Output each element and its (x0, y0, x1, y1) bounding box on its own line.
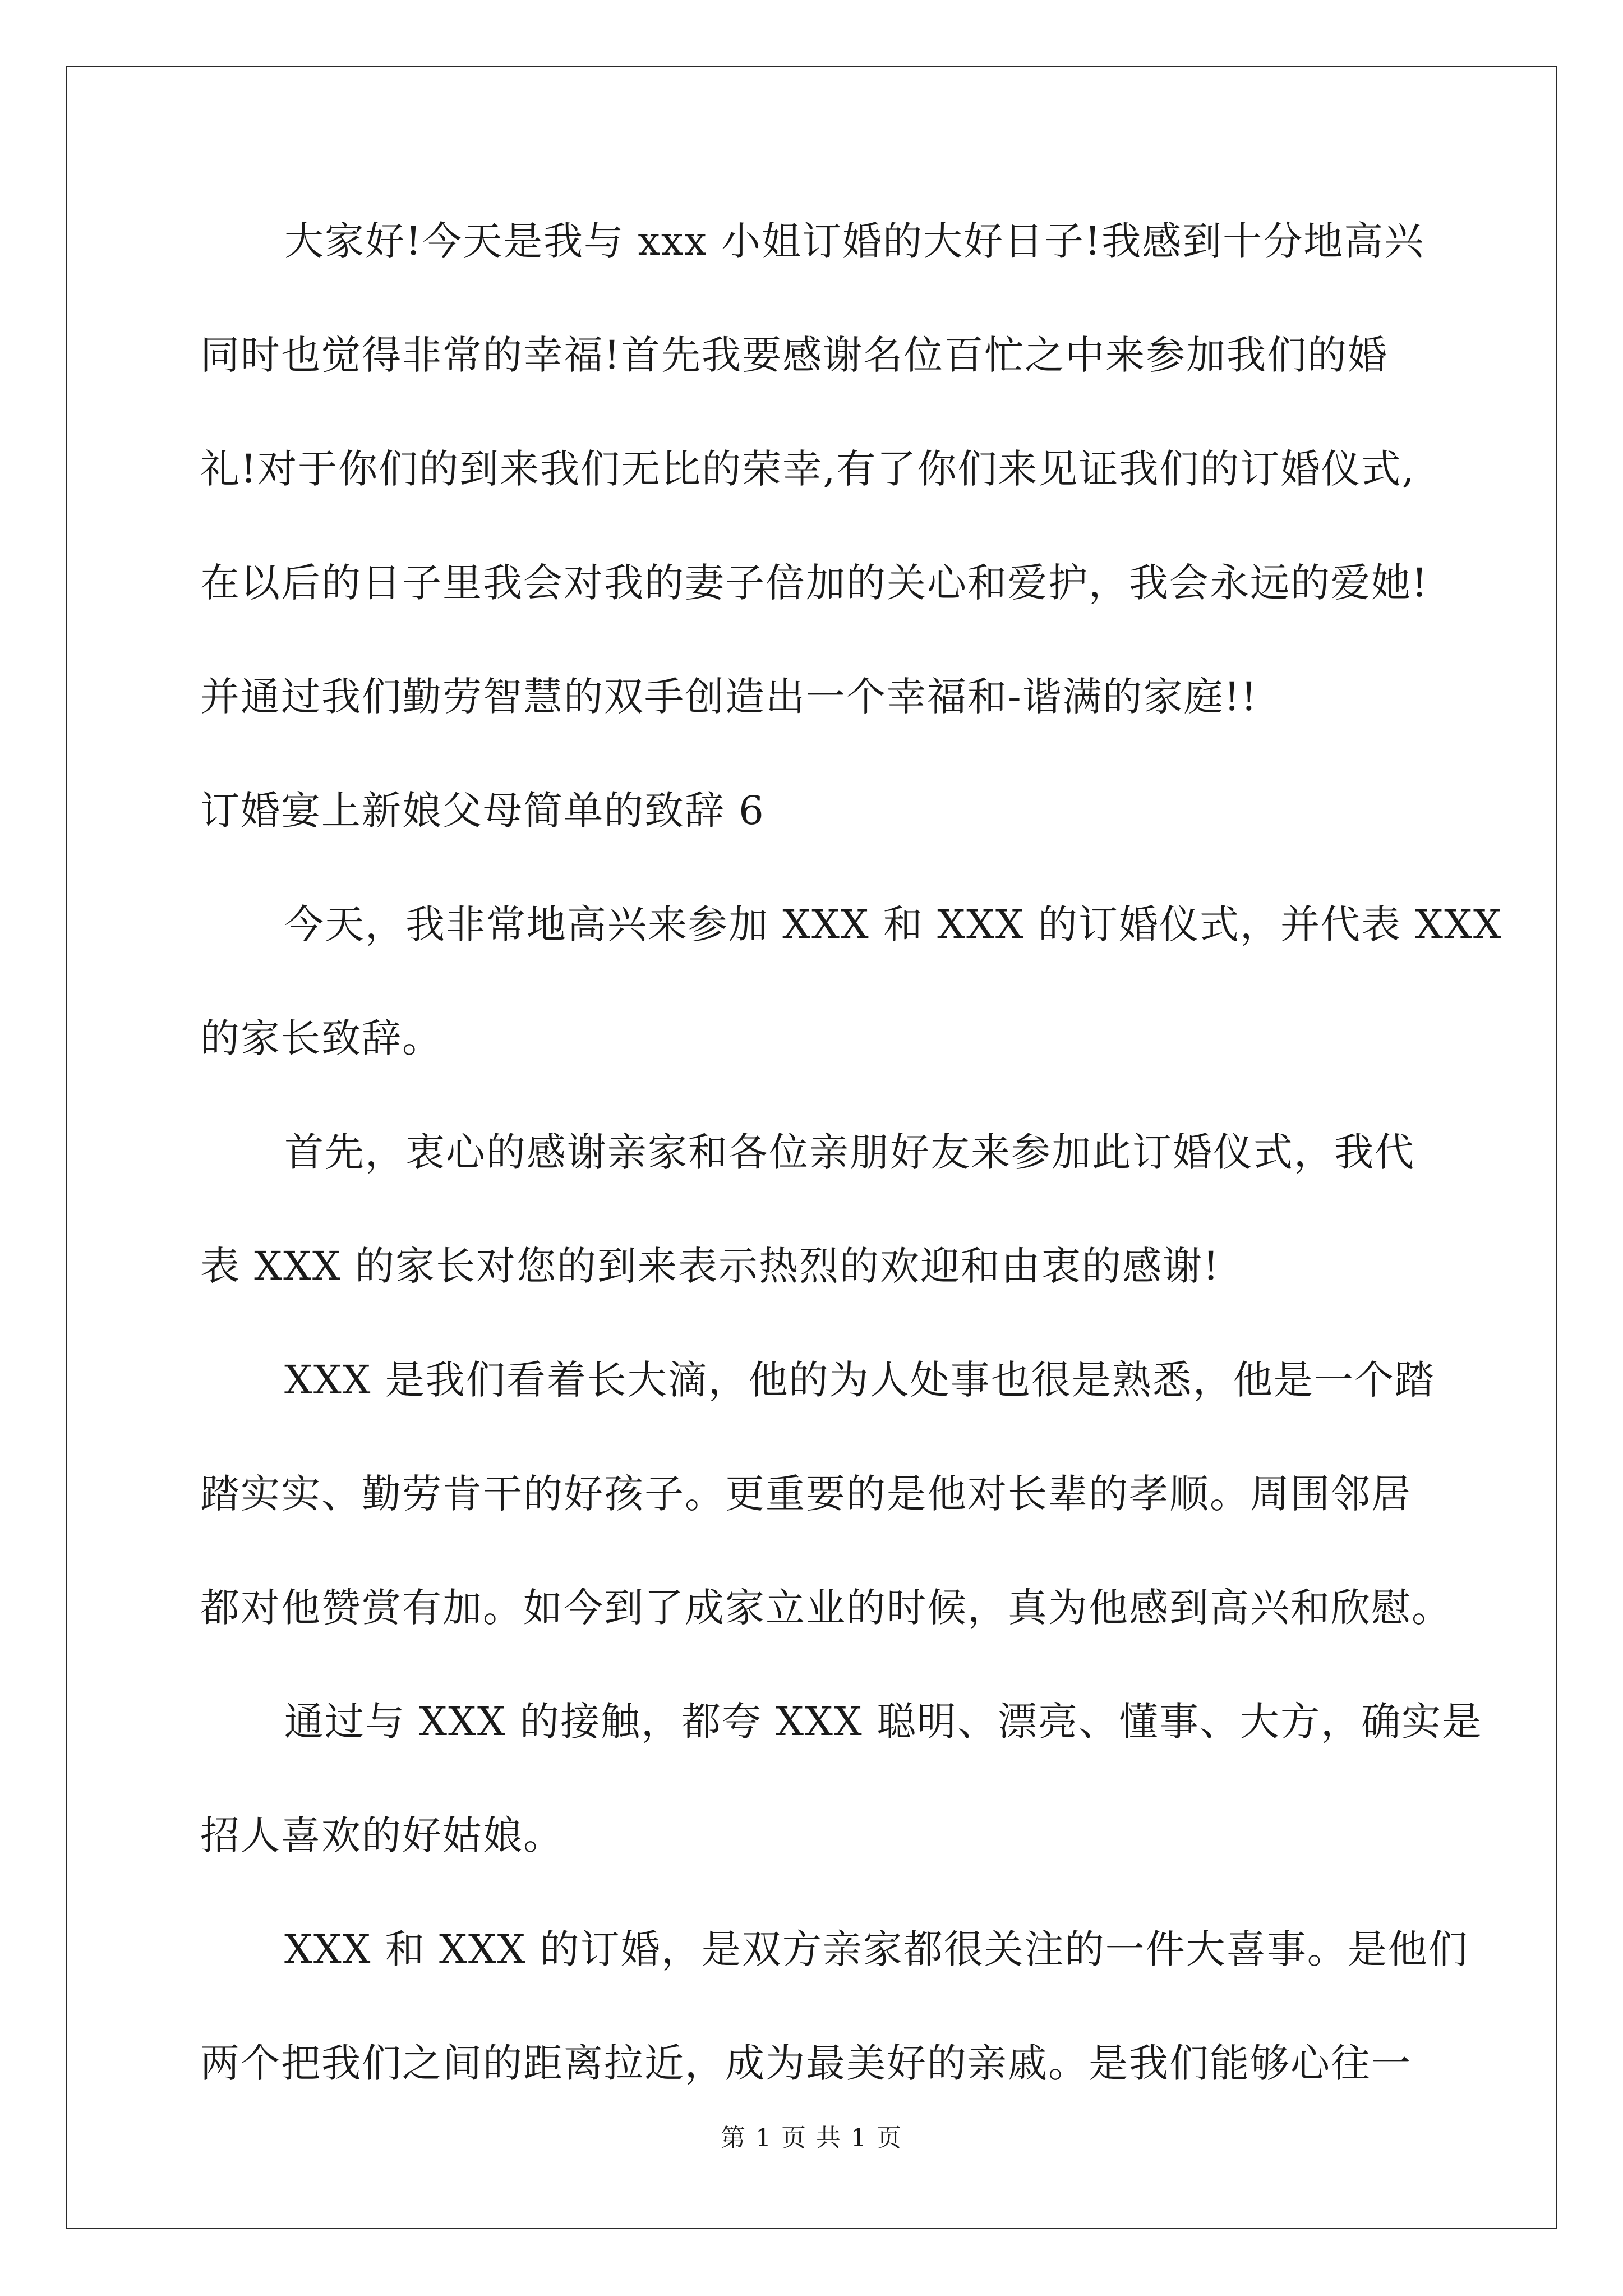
paragraph-line: 表 XXX 的家长对您的到来表示热烈的欢迎和由衷的感谢! (200, 1243, 1220, 1289)
page-number-footer: 第 1 页 共 1 页 (721, 2124, 902, 2152)
paragraph-line: 今天，我非常地高兴来参加 XXX 和 XXX 的订婚仪式，并代表 XXX (284, 901, 1502, 947)
paragraph-line: 都对他赞赏有加。如今到了成家立业的时候，真为他感到高兴和欣慰。 (200, 1585, 1452, 1631)
paragraph-line: 并通过我们勤劳智慧的双手创造出一个幸福和-谐满的家庭!! (200, 674, 1258, 720)
paragraph-line: XXX 和 XXX 的订婚，是双方亲家都很关注的一件大喜事。是他们 (284, 1926, 1469, 1972)
paragraph-line: 踏实实、勤劳肯干的好孩子。更重要的是他对长辈的孝顺。周围邻居 (200, 1471, 1412, 1517)
paragraph-line: 的家长致辞。 (200, 1015, 442, 1061)
paragraph-line: XXX 是我们看着长大滴，他的为人处事也很是熟悉，他是一个踏 (284, 1357, 1435, 1403)
paragraph-line: 同时也觉得非常的幸福!首先我要感谢名位百忙之中来参加我们的婚 (200, 332, 1389, 378)
section-heading: 订婚宴上新娘父母简单的致辞 6 (200, 788, 765, 834)
paragraph-line: 两个把我们之间的距离拉近，成为最美好的亲戚。是我们能够心往一 (200, 2040, 1412, 2086)
paragraph-line: 招人喜欢的好姑娘。 (200, 1812, 564, 1858)
paragraph-line: 大家好!今天是我与 xxx 小姐订婚的大好日子!我感到十分地高兴 (284, 218, 1425, 264)
paragraph-line: 在以后的日子里我会对我的妻子倍加的关心和爱护，我会永远的爱她! (200, 560, 1429, 606)
paragraph-line: 首先，衷心的感谢亲家和各位亲朋好友来参加此订婚仪式，我代 (284, 1129, 1415, 1175)
paragraph-line: 通过与 XXX 的接触，都夸 XXX 聪明、漂亮、懂事、大方，确实是 (284, 1699, 1483, 1745)
paragraph-line: 礼!对于你们的到来我们无比的荣幸,有了你们来见证我们的订婚仪式, (200, 446, 1415, 492)
document-body (200, 213, 1502, 2149)
